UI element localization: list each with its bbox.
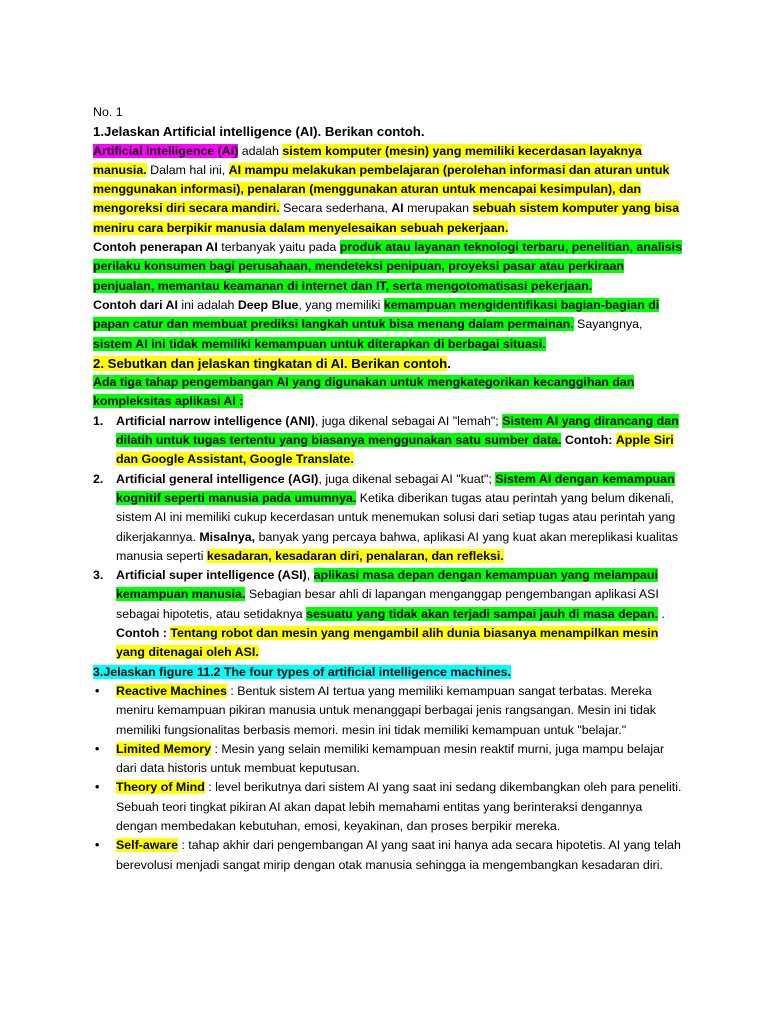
highlight: Sistem AI yang dirancang dan dilatih untuk tugas tertentu yang biasanya menggunakan satu sumber data. — [116, 413, 679, 448]
list-item-ani: 1. Artificial narrow intelligence (ANI), juga dikenal sebagai AI "lemah"; Sistem AI yang dirancang dan dilatih untuk tugas tertentu yang biasanya menggunakan satu sumber data. Contoh: Apple Siri dan Google Assistant, Google Translate. — [93, 413, 679, 467]
highlight: Limited Memory — [116, 741, 212, 756]
highlight: Sistem AI dengan kemampuan kognitif seperti manusia pada umumnya. — [116, 471, 675, 505]
list-number: 3. — [93, 568, 104, 583]
list-number: 2. — [93, 471, 104, 486]
ai-term-highlight: Artificial intelligence (AI) — [93, 143, 239, 158]
highlight: sistem komputer (mesin) yang memiliki kecerdasan layaknya manusia. — [93, 143, 642, 177]
q1-application-paragraph: Contoh penerapan AI terbanyak yaitu pada produk atau layanan teknologi terbaru, penelitian, analisis perilaku konsumen bagi perusahaan, mendeteksi penipuan, proyeksi pasar atau perkiraan penjualan, memantau keamanan di internet dan IT, serta mengotomatisasi pekerjaan. — [93, 240, 682, 293]
list-item-agi: 2. Artificial general intelligence (AGI), juga dikenal sebagai AI "kuat"; Sistem AI dengan kemampuan kognitif seperti manusia pada umumnya. Ketika diberikan tugas atau perintah yang belum dikenali, sistem AI ini memiliki cukup kecerdasan untuk menemukan solusi dari setiap tugas atau perintah yang dikerjakannya. Misalnya, banyak yang percaya bahwa, aplikasi AI yang kuat akan mereplikasi kualitas manusia seperti kesadaran, kesadaran diri, penalaran, dan refleksi. — [93, 471, 679, 563]
list-number: 1. — [93, 413, 104, 428]
question-2-title: 2. Sebutkan dan jelaskan tingkatan di AI. Berikan contoh. — [93, 355, 451, 371]
bullet: • — [95, 780, 100, 795]
q2-intro — [93, 373, 683, 412]
list-item-asi: 3. Artificial super intelligence (ASI), aplikasi masa depan dengan kemampuan yang melampaui kemampuan manusia. Sebagian besar ahli di lapangan menganggap pengembangan aplikasi ASI sebagai hipotetis, atau setidaknya sesuatu yang tidak akan terjadi sampai jauh di masa depan. . Contoh : Tentang robot dan mesin yang mengambil alih dunia biasanya menampilkan mesin yang ditenagai oleh ASI. — [93, 568, 665, 660]
highlight: Reactive Machines — [116, 683, 227, 698]
bullet-item-self-aware: • Self-aware : tahap akhir dari pengembangan AI yang saat ini hanya ada secara hipotetis. AI yang telah berevolusi menjadi sangat mirip dengan otak manusia sehingga ia mengembangkan kesadaran diri. — [95, 838, 681, 872]
bullet: • — [95, 683, 100, 698]
highlight: sistem AI ini tidak memiliki kemampuan untuk diterapkan di berbagai situasi. — [93, 336, 546, 351]
bullet: • — [95, 838, 100, 853]
highlight: produk atau layanan teknologi terbaru, penelitian, analisis perilaku konsumen bagi perusahaan, mendeteksi penipuan, proyeksi pasar atau perkiraan penjualan, memantau keamanan di internet dan IT, serta mengotomatisasi pekerjaan. — [93, 240, 682, 293]
highlight: Ada tiga tahap pengembangan AI yang digunakan untuk mengkategorikan kecanggihan dan kompleksitas aplikasi AI : — [93, 375, 635, 409]
question-3-title: 3.Jelaskan figure 11.2 The four types of artificial intelligence machines. — [93, 664, 511, 679]
bullet-item-reactive-machines: • Reactive Machines : Bentuk sistem AI tertua yang memiliki kemampuan sangat terbatas. Mereka meniru kemampuan pikiran manusia untuk menanggapi berbagai jenis rangsangan. Mesin ini tidak memiliki fungsionalitas berbasis memori. mesin ini tidak memiliki kemampuan untuk "belajar." — [95, 683, 656, 737]
highlight: AI mampu melakukan pembelajaran (perolehan informasi dan aturan untuk menggunakan informasi), penalaran (menggunakan aturan untuk mencapai kesimpulan), dan mengoreksi diri secara mandiri. — [93, 162, 670, 216]
number-label: No. 1 — [93, 105, 123, 119]
question-1-title: 1.Jelaskan Artificial intelligence (AI). Berikan contoh. — [93, 124, 425, 140]
q1-definition-paragraph: Artificial intelligence (AI) adalah sistem komputer (mesin) yang memiliki kecerdasan layaknya manusia. Dalam hal ini, AI mampu melakukan pembelajaran (perolehan informasi dan aturan untuk menggunakan informasi), penalaran (menggunakan aturan untuk mencapai kesimpulan), dan mengoreksi diri secara mandiri. Secara sederhana, AI merupakan sebuah sistem komputer yang bisa meniru cara berpikir manusia dalam menyelesaikan sebuah pekerjaan. — [93, 143, 680, 235]
highlight: Self-aware — [116, 838, 178, 853]
highlight: Theory of Mind — [116, 780, 205, 795]
highlight: kesadaran, kesadaran diri, penalaran, dan refleksi. — [206, 548, 504, 563]
highlight: Apple Siri dan Google Assistant, Google Translate. — [116, 433, 674, 467]
highlight: aplikasi masa depan dengan kemampuan yang melampaui kemampuan manusia. — [116, 568, 658, 602]
q1-example-paragraph: Contoh dari AI ini adalah Deep Blue, yang memiliki kemampuan mengidentifikasi bagian-bagian di papan catur dan membuat prediksi langkah untuk bisa menang dalam permainan. Sayangnya, sistem AI ini tidak memiliki kemampuan untuk diterapkan di berbagai situasi. — [93, 297, 660, 351]
bullet: • — [95, 741, 100, 756]
highlight: sesuatu yang tidak akan terjadi sampai jauh di masa depan. — [306, 606, 659, 621]
document-page — [93, 103, 683, 875]
highlight: sebuah sistem komputer yang bisa meniru cara berpikir manusia dalam menyelesaikan sebuah pekerjaan. — [93, 201, 680, 235]
highlight: kemampuan mengidentifikasi bagian-bagian di papan catur dan membuat prediksi langkah untuk bisa menang dalam permainan. — [93, 297, 660, 332]
highlight: Tentang robot dan mesin yang mengambil alih dunia biasanya menampilkan mesin yang ditenagai oleh ASI. — [116, 626, 659, 660]
bullet-item-limited-memory: • Limited Memory : Mesin yang selain memiliki kemampuan mesin reaktif murni, juga mampu belajar dari data historis untuk membuat keputusan. — [95, 741, 665, 776]
bullet-item-theory-of-mind: • Theory of Mind : level berikutnya dari sistem AI yang saat ini sedang dikembangkan oleh para peneliti. Sebuah teori tingkat pikiran AI akan dapat lebih memahami entitas yang berinteraksi dengannya dengan membedakan kebutuhan, emosi, keyakinan, dan proses berpikir mereka. — [95, 780, 682, 833]
